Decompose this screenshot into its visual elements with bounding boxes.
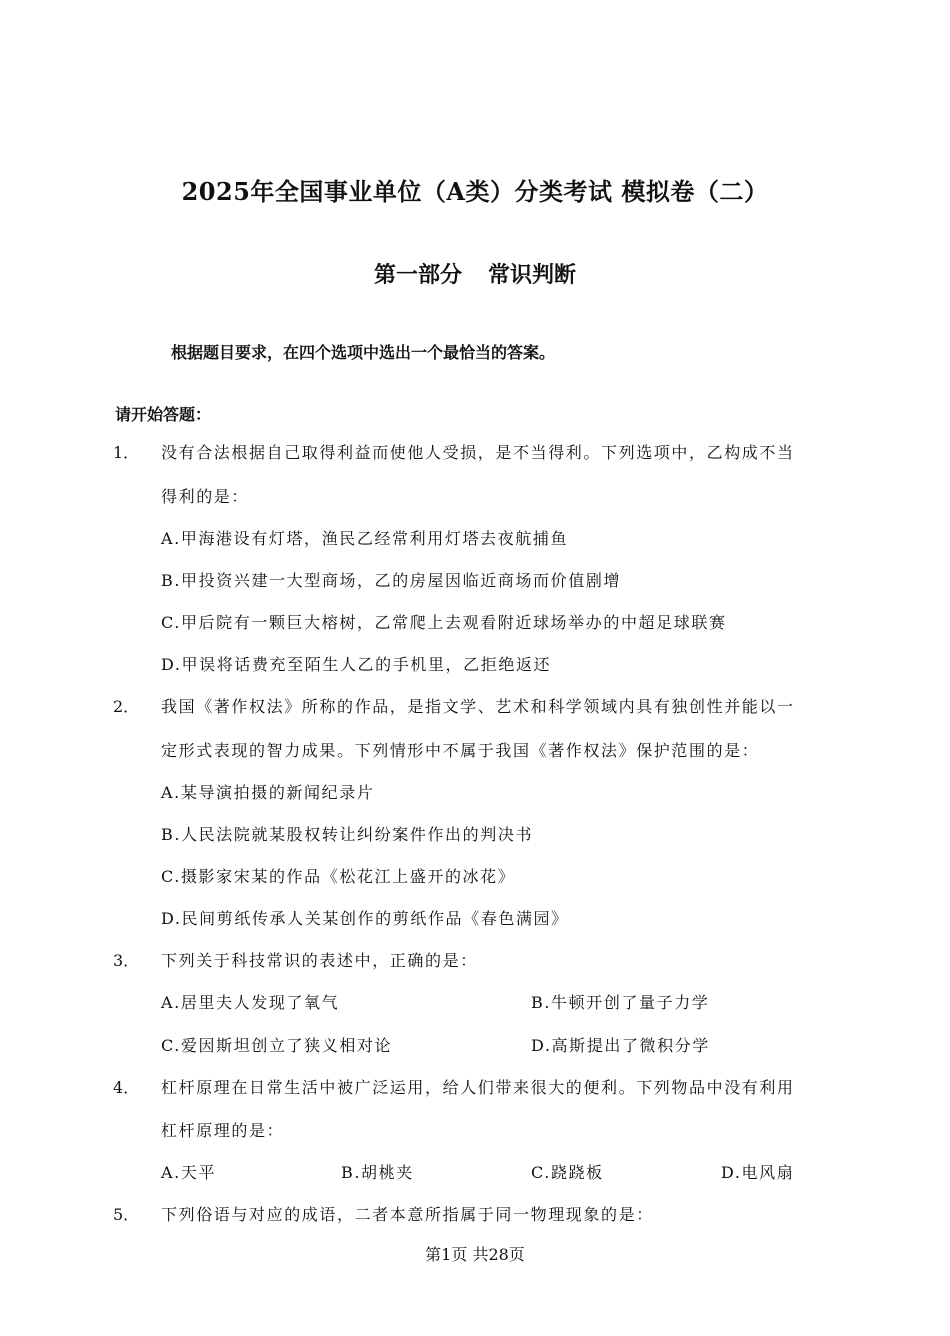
question-stem-line: 杠杆原理在日常生活中被广泛运用，给人们带来很大的便利。下列物品中没有利用: [161, 1078, 795, 1097]
option-a: A.天平: [161, 1163, 217, 1182]
question-number: 4．: [113, 1078, 140, 1097]
question-stem-line: 下列关于科技常识的表述中，正确的是：: [161, 951, 478, 970]
instruction-text: 根据题目要求，在四个选项中选出一个最恰当的答案。: [171, 343, 556, 362]
section-name: 常识判断: [488, 262, 577, 288]
question-stem-line: 我国《著作权法》所称的作品，是指文学、艺术和科学领域内具有独创性并能以一: [161, 697, 795, 716]
start-label: 请开始答题：: [115, 405, 212, 424]
option-d: D.电风扇: [721, 1163, 795, 1182]
option-b: B.甲投资兴建一大型商场，乙的房屋因临近商场而价值剧增: [161, 571, 622, 590]
question-stem-line: 下列俗语与对应的成语，二者本意所指属于同一物理现象的是：: [161, 1205, 654, 1224]
question-stem-line: 没有合法根据自己取得利益而使他人受损，是不当得利。下列选项中，乙构成不当: [161, 443, 795, 462]
option-b: B.人民法院就某股权转让纠纷案件作出的判决书: [161, 825, 534, 844]
question-number: 5．: [113, 1205, 140, 1224]
question-stem-line: 得利的是：: [161, 487, 250, 506]
question-number: 3．: [113, 951, 140, 970]
option-d: D.甲误将话费充至陌生人乙的手机里，乙拒绝返还: [161, 655, 552, 674]
option-c: C.摄影家宋某的作品《松花江上盛开的冰花》: [161, 867, 516, 886]
section-heading: [0, 258, 950, 289]
option-d: D.高斯提出了微积分学: [531, 1036, 710, 1055]
option-b: B.牛顿开创了量子力学: [531, 993, 710, 1012]
option-a: A.居里夫人发现了氧气: [161, 993, 340, 1012]
option-b: B.胡桃夹: [341, 1163, 414, 1182]
question-number: 2．: [113, 697, 140, 716]
question-number: 1．: [113, 443, 140, 462]
option-c: C.爱因斯坦创立了狭义相对论: [161, 1036, 393, 1055]
exam-title: 2025年全国事业单位（A类）分类考试 模拟卷（二）: [181, 177, 769, 206]
option-c: C.跷跷板: [531, 1163, 604, 1182]
option-a: A.某导演拍摄的新闻纪录片: [161, 783, 375, 802]
option-c: C.甲后院有一颗巨大榕树，乙常爬上去观看附近球场举办的中超足球联赛: [161, 613, 727, 632]
page-footer: 第1页 共28页: [425, 1245, 525, 1264]
section-part: 第一部分: [373, 262, 462, 288]
option-d: D.民间剪纸传承人关某创作的剪纸作品《春色满园》: [161, 909, 569, 928]
question-stem-line: 杠杆原理的是：: [161, 1121, 285, 1140]
question-stem-line: 定形式表现的智力成果。下列情形中不属于我国《著作权法》保护范围的是：: [161, 741, 760, 760]
option-a: A.甲海港设有灯塔，渔民乙经常利用灯塔去夜航捕鱼: [161, 529, 569, 548]
